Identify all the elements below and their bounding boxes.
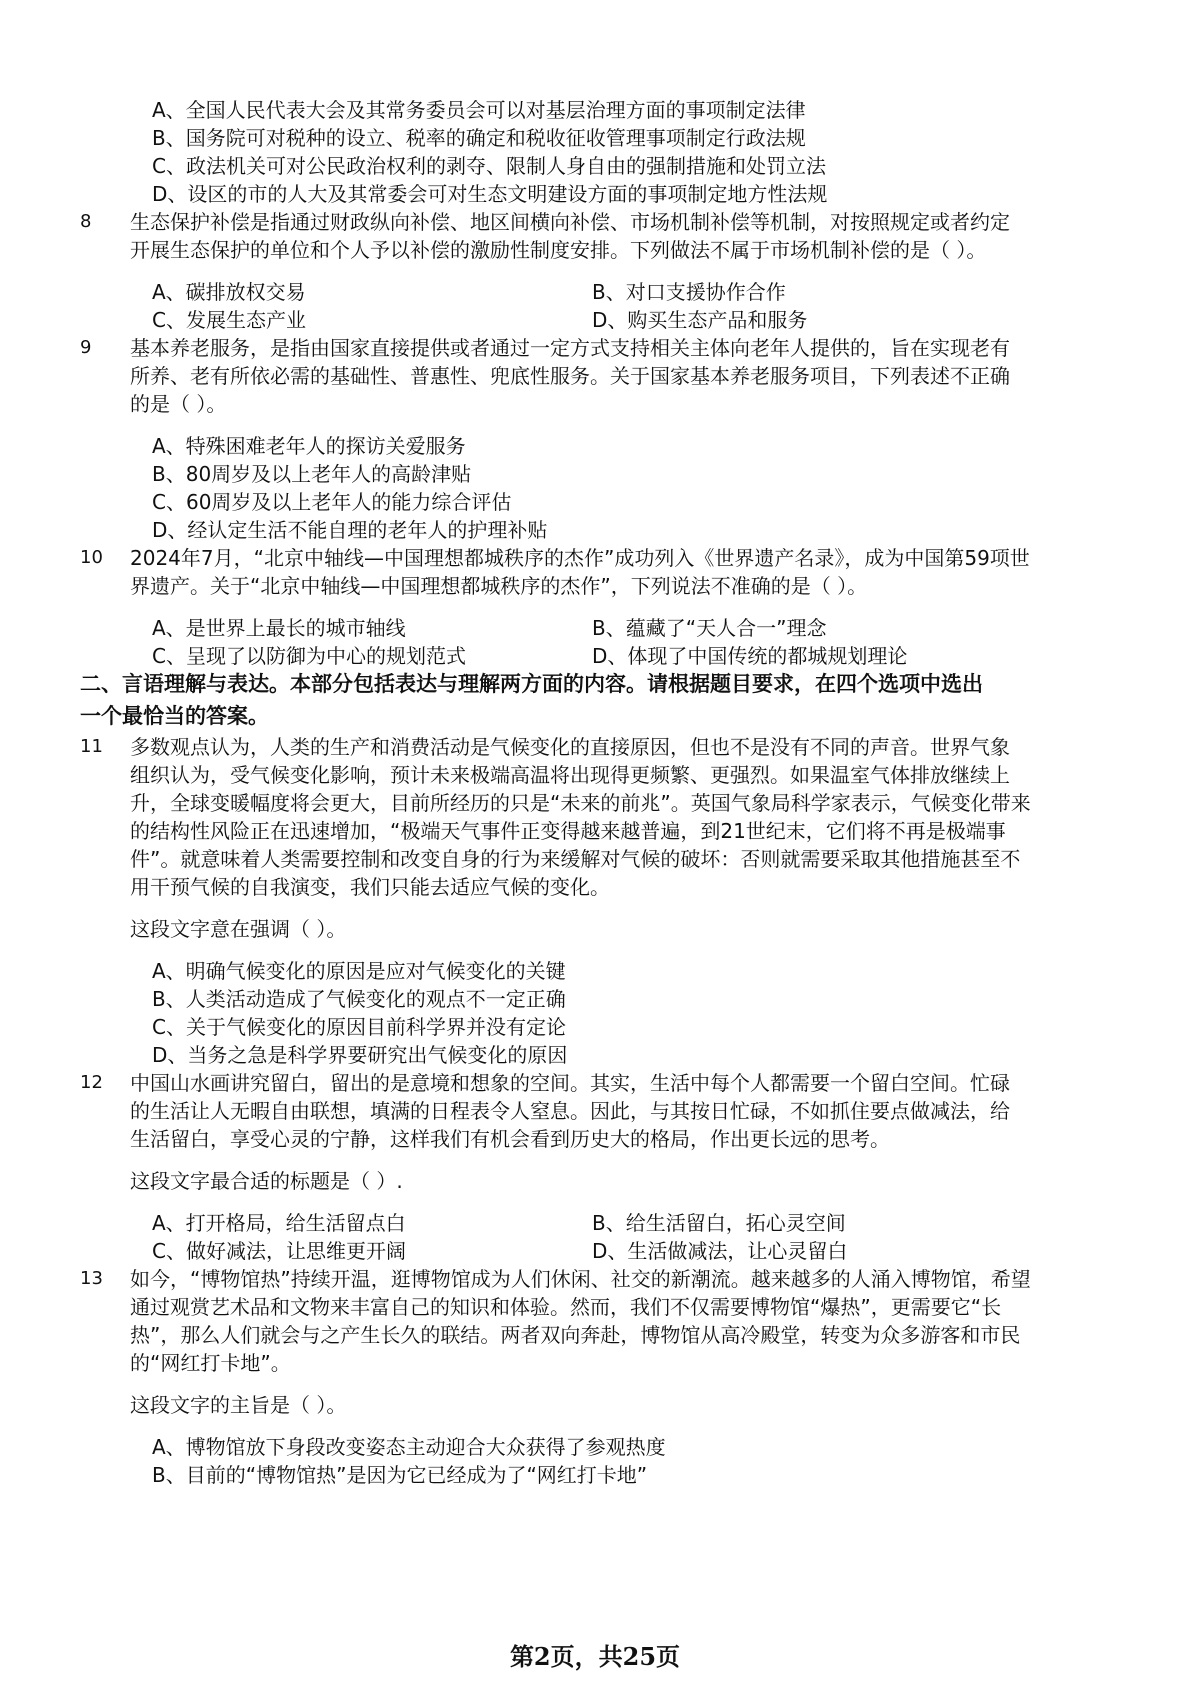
q11-option-b: B、人类活动造成了气候变化的观点不一定正确 (152, 987, 566, 1011)
q7-option-c: C、政法机关可对公民政治权利的剥夺、限制人身自由的强制措施和处罚立法 (152, 154, 826, 178)
q12-passage-line-3: 生活留白，享受心灵的宁静，这样我们有机会看到历史大的格局，作出更长远的思考。 (130, 1127, 890, 1151)
q12-option-b: B、给生活留白，拓心灵空间 (592, 1211, 846, 1235)
page-number-footer: 第2页，共25页 (509, 1642, 681, 1671)
q9-option-b: B、80周岁及以上老年人的高龄津贴 (152, 462, 472, 486)
q12-question: 这段文字最合适的标题是（ ）. (130, 1169, 403, 1193)
q11-passage-line-3: 升，全球变暖幅度将会更大，目前所经历的只是“未来的前兆”。英国气象局科学家表示，气候变化带来 (130, 791, 1031, 815)
q13-question: 这段文字的主旨是（ ）。 (130, 1393, 347, 1417)
q8-option-c: C、发展生态产业 (152, 308, 306, 332)
q12-passage-line-1: 中国山水画讲究留白，留出的是意境和想象的空间。其实，生活中每个人都需要一个留白空间。忙碌 (130, 1071, 1010, 1095)
q11-number: 11 (80, 736, 103, 757)
q9-option-a: A、特殊困难老年人的探访关爱服务 (152, 434, 466, 458)
q12-option-c: C、做好减法，让思维更开阔 (152, 1239, 406, 1263)
q9-stem-line-1: 基本养老服务，是指由国家直接提供或者通过一定方式支持相关主体向老年人提供的，旨在实现老有 (130, 336, 1010, 360)
q11-passage-line-2: 组织认为，受气候变化影响，预计未来极端高温将出现得更频繁、更强烈。如果温室气体排放继续上 (130, 763, 1010, 787)
q12-passage-line-2: 的生活让人无暇自由联想，填满的日程表令人窒息。因此，与其按日忙碌，不如抓住要点做减法，给 (130, 1099, 1010, 1123)
q11-question: 这段文字意在强调（ ）。 (130, 917, 347, 941)
q8-option-b: B、对口支援协作合作 (592, 280, 786, 304)
q13-option-b: B、目前的“博物馆热”是因为它已经成为了“网红打卡地” (152, 1463, 648, 1487)
q8-number: 8 (80, 211, 92, 232)
q11-passage-line-1: 多数观点认为，人类的生产和消费活动是气候变化的直接原因，但也不是没有不同的声音。世界气象 (130, 735, 1010, 759)
q7-option-b: B、国务院可对税种的设立、税率的确定和税收征收管理事项制定行政法规 (152, 126, 806, 150)
q8-stem-line-1: 生态保护补偿是指通过财政纵向补偿、地区间横向补偿、市场机制补偿等机制，对按照规定或者约定 (130, 210, 1010, 234)
q8-stem-line-2: 开展生态保护的单位和个人予以补偿的激励性制度安排。下列做法不属于市场机制补偿的是（ ）。 (130, 238, 987, 262)
q13-passage-line-3: 热”，那么人们就会与之产生长久的联结。两者双向奔赴，博物馆从高冷殿堂，转变为众多游客和市民 (130, 1323, 1021, 1347)
q11-passage-line-6: 用干预气候的自我演变，我们只能去适应气候的变化。 (130, 875, 610, 899)
q13-passage-line-2: 通过观赏艺术品和文物来丰富自己的知识和体验。然而，我们不仅需要博物馆“爆热”，更需要它“长 (130, 1295, 1002, 1319)
q12-option-d: D、生活做减法，让心灵留白 (592, 1239, 848, 1263)
q9-stem-line-2: 所养、老有所依必需的基础性、普惠性、兜底性服务。关于国家基本养老服务项目，下列表述不正确 (130, 364, 1010, 388)
q9-option-d: D、经认定生活不能自理的老年人的护理补贴 (152, 518, 548, 542)
q7-option-a: A、全国人民代表大会及其常务委员会可以对基层治理方面的事项制定法律 (152, 98, 806, 122)
q11-option-d: D、当务之急是科学界要研究出气候变化的原因 (152, 1043, 568, 1067)
q9-option-c: C、60周岁及以上老年人的能力综合评估 (152, 490, 512, 514)
q10-option-d: D、体现了中国传统的都城规划理论 (592, 644, 908, 668)
q13-option-a: A、博物馆放下身段改变姿态主动迎合大众获得了参观热度 (152, 1435, 666, 1459)
q7-option-d: D、设区的市的人大及其常委会可对生态文明建设方面的事项制定地方性法规 (152, 182, 828, 206)
section-2-heading-line-1: 二、言语理解与表达。本部分包括表达与理解两方面的内容。请根据题目要求，在四个选项中选出 (80, 672, 983, 696)
q11-passage-line-5: 件”。就意味着人类需要控制和改变自身的行为来缓解对气候的破坏：否则就需要采取其他措施甚至不 (130, 847, 1021, 871)
q11-passage-line-4: 的结构性风险正在迅速增加，“极端天气事件正变得越来越普遍，到21世纪末，它们将不再是极端事 (130, 819, 1006, 843)
q10-number: 10 (80, 547, 103, 568)
q10-option-c: C、呈现了以防御为中心的规划范式 (152, 644, 466, 668)
q12-number: 12 (80, 1072, 103, 1093)
q10-stem-line-1: 2024年7月，“北京中轴线—中国理想都城秩序的杰作”成功列入《世界遗产名录》，成为中国第59项世 (130, 546, 1030, 570)
q11-option-a: A、明确气候变化的原因是应对气候变化的关键 (152, 959, 566, 983)
q13-passage-line-1: 如今，“博物馆热”持续开温，逛博物馆成为人们休闲、社交的新潮流。越来越多的人涌入博物馆，希望 (130, 1267, 1031, 1291)
q8-option-a: A、碳排放权交易 (152, 280, 306, 304)
q10-stem-line-2: 界遗产。关于“北京中轴线—中国理想都城秩序的杰作”，下列说法不准确的是（ ）。 (130, 574, 868, 598)
q11-option-c: C、关于气候变化的原因目前科学界并没有定论 (152, 1015, 566, 1039)
q9-number: 9 (80, 337, 92, 358)
q10-option-a: A、是世界上最长的城市轴线 (152, 616, 406, 640)
q13-passage-line-4: 的“网红打卡地”。 (130, 1351, 291, 1375)
q9-stem-line-3: 的是（ ）。 (130, 392, 227, 416)
q10-option-b: B、蕴藏了“天人合一”理念 (592, 616, 827, 640)
q12-option-a: A、打开格局，给生活留点白 (152, 1211, 406, 1235)
q8-option-d: D、购买生态产品和服务 (592, 308, 808, 332)
section-2-heading-line-2: 一个最恰当的答案。 (80, 704, 269, 728)
q13-number: 13 (80, 1268, 103, 1289)
